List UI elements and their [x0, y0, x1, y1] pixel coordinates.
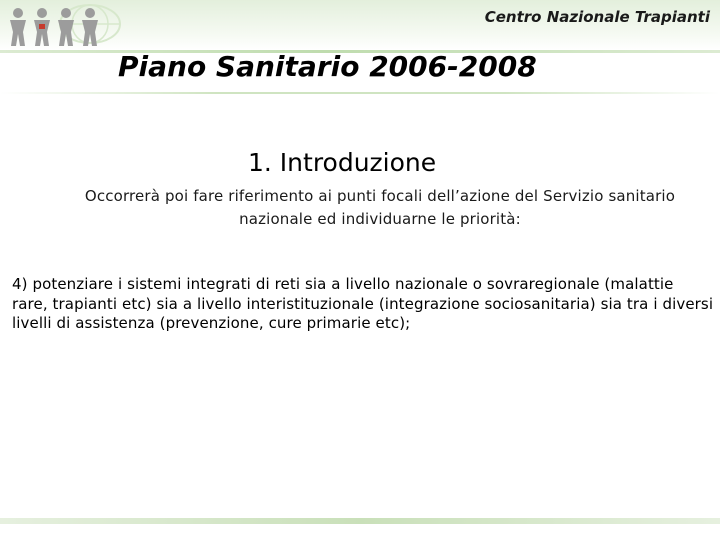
intro-paragraph: Occorrerà poi fare riferimento ai punti focali dell’azione del Servizio sanitario nazionale ed individuarne le priorità: [84, 187, 676, 228]
list-item: 4) potenziare i sistemi integrati di reti sia a livello nazionale o sovraregionale (malattie rare, trapianti etc) sia a livello interistituzionale (integrazione sociosanitaria) sia tra i diversi livelli di assistenza (prevenzione, cure primarie etc); [12, 275, 714, 332]
footer-divider [0, 518, 720, 524]
section-heading: 1. Introduzione [248, 148, 437, 177]
page-title: Piano Sanitario 2006-2008 [118, 50, 537, 83]
people-logo-icon [4, 2, 132, 48]
title-divider [0, 92, 720, 94]
organization-name: Centro Nazionale Trapianti [484, 8, 710, 26]
